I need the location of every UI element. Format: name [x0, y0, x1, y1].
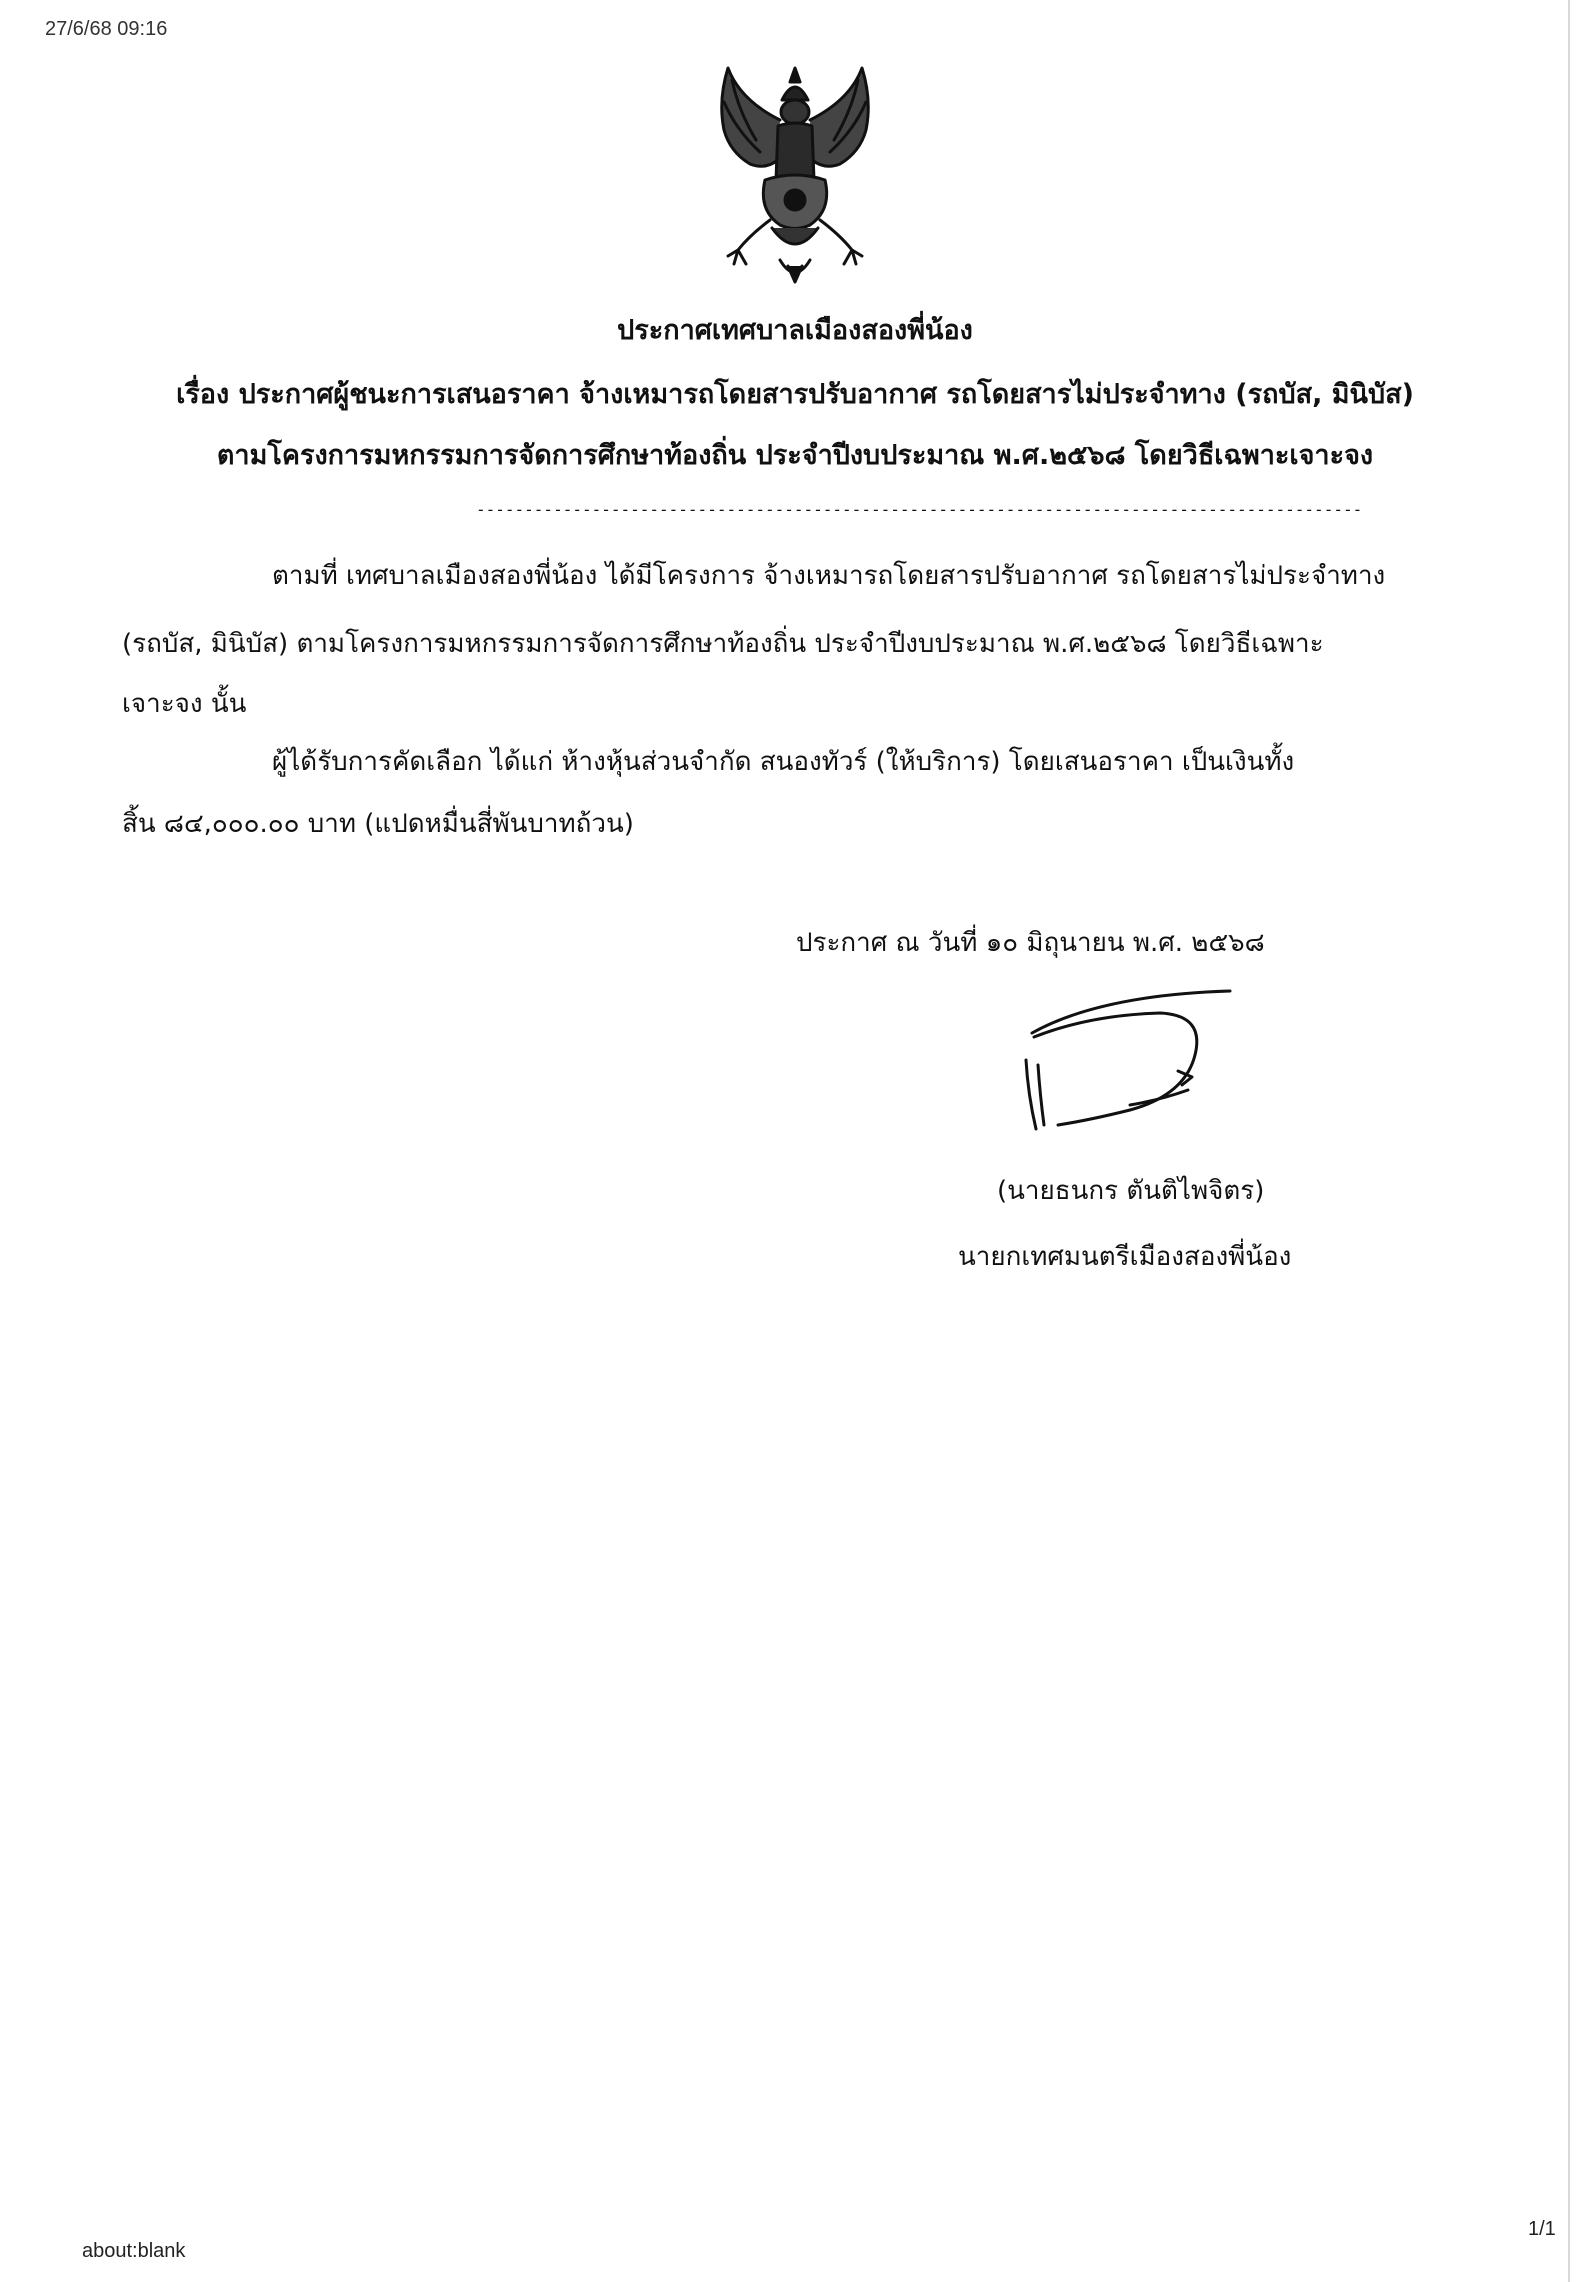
print-url: about:blank — [82, 2240, 186, 2262]
garuda-emblem-icon — [710, 60, 880, 290]
announcement-subject: เรื่อง ประกาศผู้ชนะการเสนอราคา จ้างเหมารถโดยสารปรับอากาศ รถโดยสารไม่ประจำทาง (รถบัส, มินิบัส) — [176, 379, 1414, 410]
body-paragraph-1-line-1: ตามที่ เทศบาลเมืองสองพี่น้อง ได้มีโครงการ จ้างเหมารถโดยสารปรับอากาศ รถโดยสารไม่ประจำทาง — [272, 561, 1386, 591]
print-timestamp: 27/6/68 09:16 — [45, 18, 168, 40]
announcement-title: ประกาศเทศบาลเมืองสองพี่น้อง — [617, 315, 973, 346]
handwritten-signature — [1010, 985, 1250, 1145]
separator-line: -------------------------------------------------------------------------------------------- — [476, 500, 1363, 519]
body-paragraph-1-line-3: เจาะจง นั้น — [122, 689, 247, 719]
body-paragraph-1-line-2: (รถบัส, มินิบัส) ตามโครงการมหกรรมการจัดการศึกษาท้องถิ่น ประจำปีงบประมาณ พ.ศ.๒๕๖๘ โดยวิธีเฉพาะ — [122, 629, 1324, 659]
announcement-subject-continued: ตามโครงการมหกรรมการจัดการศึกษาท้องถิ่น ประจำปีงบประมาณ พ.ศ.๒๕๖๘ โดยวิธีเฉพาะเจาะจง — [216, 440, 1374, 471]
announcement-date: ประกาศ ณ วันที่ ๑๐ มิถุนายน พ.ศ. ๒๕๖๘ — [796, 928, 1265, 958]
signatory-position: นายกเทศมนตรีเมืองสองพี่น้อง — [958, 1242, 1292, 1272]
page-counter: 1/1 — [1528, 2218, 1556, 2240]
body-paragraph-2-line-2: สิ้น ๘๔,๐๐๐.๐๐ บาท (แปดหมื่นสี่พันบาทถ้วน) — [122, 809, 634, 839]
body-paragraph-2-line-1: ผู้ได้รับการคัดเลือก ได้แก่ ห้างหุ้นส่วนจำกัด สนองทัวร์ (ให้บริการ) โดยเสนอราคา เป็นเงินทั้ง — [272, 747, 1295, 777]
signatory-name: (นายธนกร ตันติไพจิตร) — [997, 1176, 1265, 1206]
